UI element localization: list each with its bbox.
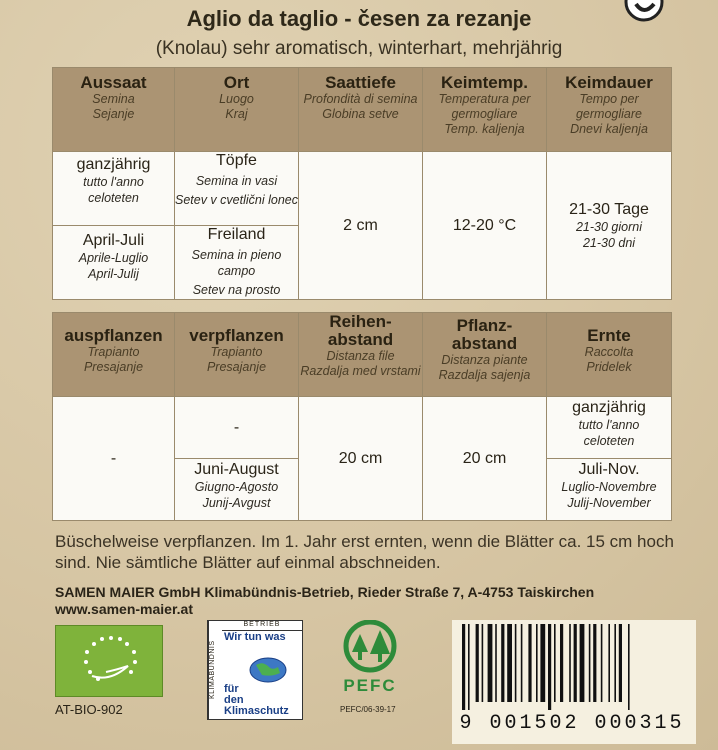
cell-aussaat-april-juli: April-Juli Aprile-Luglio April-Julij [53,226,175,300]
col-header-auspflanzen: auspflanzen Trapianto Presajanje [53,313,175,397]
col-header-ernte: Ernte Raccolta Pridelek [547,313,672,397]
col-header-keimdauer: Keimdauer Tempo per germogliare Dnevi kaljenja [547,68,672,152]
barcode-bar [560,624,563,702]
klimabuendnis-logo [207,620,303,720]
pefc-code: PEFC/06-39-17 [340,705,396,714]
klima-top-label: BETRIEB [222,621,302,631]
barcode-bar [468,624,470,710]
cell-ort-freiland: Freiland Semina in pieno campo Setev na prosto [175,226,299,300]
recycle-leaf-icon [624,0,664,22]
barcode-bar [593,624,596,702]
cell-aussaat-ganzjaehrig: ganzjährig tutto l'anno celoteten [53,152,175,226]
klima-headline: Wir tun was [224,631,286,643]
barcode-bar [589,624,591,702]
barcode-bar [569,624,571,702]
cell-verpflanzen-dash: - [175,397,299,459]
col-header-verpflanzen: verpflanzen Trapianto Presajanje [175,313,299,397]
planting-table [52,312,672,521]
klima-side-label: KLIMABÜNDNIS [208,621,222,719]
barcode-bar [580,624,585,702]
col-header-keimtemp: Keimtemp. Temperatura per germogliare Temp. kaljenja [423,68,547,152]
barcode-bar [501,624,504,702]
barcode-bars [456,624,692,710]
page-subtitle: (Knolau) sehr aromatisch, winterhart, mehrjährig [155,38,563,59]
barcode-bar [540,624,545,702]
barcode-bar [536,624,538,702]
col-header-reihenabstand: Reihen-abstand Distanza file Razdalja med vrstami [299,313,423,397]
col-header-saattiefe: Saattiefe Profondità di semina Globina setve [299,68,423,152]
cell-auspflanzen-value: - [53,397,175,521]
eu-leaf-icon [56,626,164,698]
barcode-bar [628,624,630,710]
barcode-bar [548,624,551,710]
barcode-bar [476,624,479,702]
bio-control-code: AT-BIO-902 [55,702,123,717]
cell-pflanzabstand-value: 20 cm [423,397,547,521]
cell-verpflanzen-juni-august: Juni-August Giugno-Agosto Junij-Avgust [175,459,299,521]
cell-ernte-ganzjaehrig: ganzjährig tutto l'anno celoteten [547,397,672,459]
barcode-bar [528,624,531,702]
website-link[interactable]: www.samen-maier.at [55,601,193,617]
barcode-bar [521,624,523,702]
barcode [452,620,696,744]
col-header-aussaat: Aussaat Semina Sejanje [53,68,175,152]
barcode-bar [488,624,493,702]
barcode-bar [507,624,512,702]
barcode-bar [482,624,484,702]
page-title: Aglio da taglio - česen za rezanje [186,6,532,31]
barcode-bar [554,624,556,702]
eu-organic-logo [55,625,163,697]
barcode-bar [608,624,610,702]
planting-note: Büschelweise verpflanzen. Im 1. Jahr erst ernten, wenn die Blätter ca. 15 cm hoch sind. Nie sämtliche Blätter auf einmal abschneiden. [55,532,674,572]
pefc-logo [330,620,410,700]
klima-footer: für den Klimaschutz [224,683,289,717]
col-header-pflanzabstand: Pflanz-abstand Distanza piante Razdalja sajenja [423,313,547,397]
barcode-bar [574,624,577,702]
cell-reihenabstand-value: 20 cm [299,397,423,521]
barcode-bar [495,624,497,702]
globe-icon [248,657,288,683]
cell-keimdauer-value: 21-30 Tage 21-30 giorni 21-30 dni [547,152,672,300]
barcode-bar [601,624,603,702]
barcode-bar [515,624,517,702]
cell-ort-toepfe: Töpfe Semina in vasi Setev v cvetlični lonec [175,152,299,226]
barcode-bar [614,624,616,702]
pefc-label: PEFC [343,676,397,695]
cell-ernte-juli-nov: Juli-Nov. Luglio-Novembre Julij-November [547,459,672,521]
cell-keimtemp-value: 12-20 °C [423,152,547,300]
barcode-bar [619,624,622,702]
sowing-table [52,67,672,300]
barcode-number: 9 001502 000315 [459,712,685,735]
barcode-bar [462,624,465,710]
company-address: SAMEN MAIER GmbH Klimabündnis-Betrieb, Rieder Straße 7, A-4753 Taiskirchen [55,584,595,600]
col-header-ort: Ort Luogo Kraj [175,68,299,152]
cell-saattiefe-value: 2 cm [299,152,423,300]
